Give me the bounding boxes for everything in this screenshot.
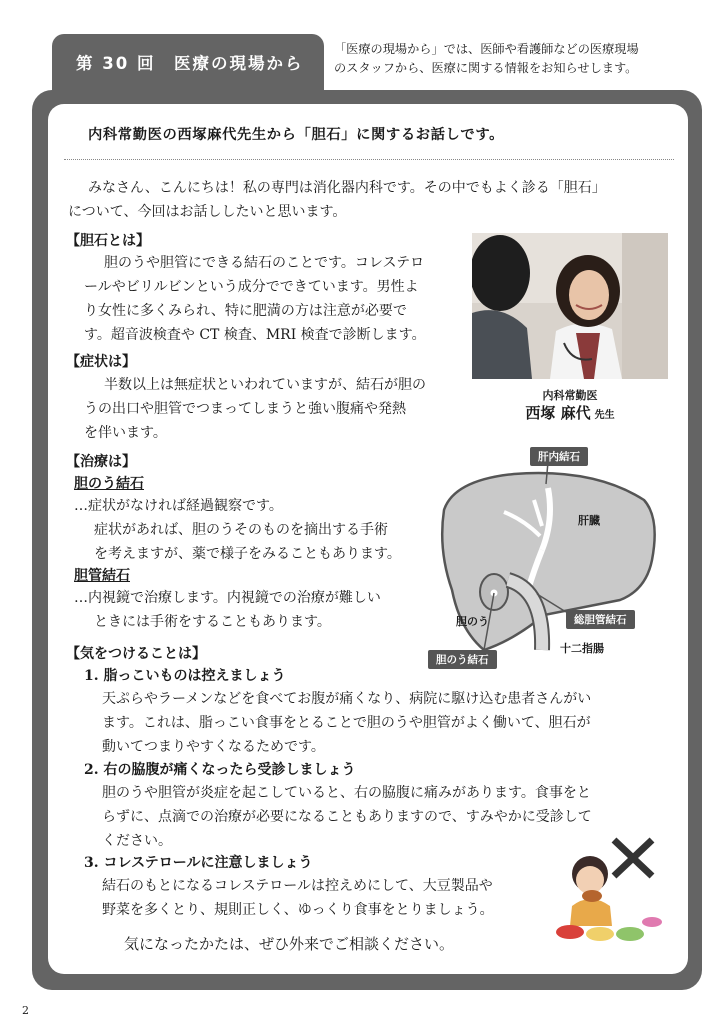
page-number: 2 (22, 1004, 29, 1017)
label-gallbladder: 胆のう (456, 615, 489, 628)
what-line-4: す。超音波検査や CT 検査、MRI 検査で診断します。 (84, 327, 426, 343)
item2-line-1: 胆のうや胆管が炎症を起こしていると、右の脇腹に痛みがあります。食事をと (102, 785, 591, 801)
heading-caution: 【気をつけることは】 (66, 646, 206, 662)
gallstone-diagram (424, 440, 664, 672)
item1-line-2: ます。これは、脂っこい食事をとることで胆のうや胆管がよく働いて、胆石が (102, 715, 591, 731)
caution-item2-title: 2. 右の脇腹が痛くなったら受診しましょう (84, 762, 356, 778)
item3-line-2: 野菜を多くとり、規則正しく、ゆっくり食事をとりましょう。 (102, 902, 494, 918)
gb-line-1: …症状がなければ経過観察です。 (74, 498, 283, 514)
item1-line-3: 動いてつまりやすくなるためです。 (102, 739, 325, 755)
gb-line-2: 症状があれば、胆のうそのものを摘出する手術 (94, 522, 388, 538)
label-liver: 肝臓 (578, 514, 600, 527)
symptom-line-3: を伴います。 (84, 425, 167, 441)
symptom-line-1: 半数以上は無症状といわれていますが、結石が胆の (104, 377, 426, 393)
caution-item1-title: 1. 脂っこいものは控えましょう (84, 668, 286, 684)
series-title: 第 30 回 医療の現場から (76, 54, 304, 73)
overeating-illustration (552, 836, 670, 948)
doctor-title: 内科常勤医 (542, 389, 598, 402)
greeting-line-1: みなさん、こんにちは！私の専門は消化器内科です。その中でもよく診る「胆石」 (88, 180, 606, 196)
bile-duct-stone-title: 胆管結石 (74, 568, 130, 584)
label-duodenum: 十二指腸 (560, 642, 604, 655)
symptom-line-2: うの出口や胆管でつまってしまうと強い腹痛や発熱 (84, 401, 406, 417)
greeting-line-2: について、今回はお話ししたいと思います。 (68, 204, 347, 220)
what-line-3: り女性に多くみられ、特に肥満の方は注意が必要で (84, 303, 407, 319)
closing-message: 気になったかたは、ぜひ外来でご相談ください。 (124, 935, 455, 953)
item2-line-2: らずに、点滴での治療が必要になることもありますので、すみやかに受診して (102, 809, 592, 825)
gb-line-3: を考えますが、薬で様子をみることもあります。 (94, 546, 401, 562)
item3-line-1: 結石のもとになるコレステロールは控えめにして、大豆製品や (102, 878, 493, 894)
item1-line-1: 天ぷらやラーメンなどを食べてお腹が痛くなり、病院に駆け込む患者さんがい (102, 691, 592, 707)
bd-line-2: ときには手術をすることもあります。 (94, 614, 331, 630)
what-line-2: ールやビリルビンという成分でできています。男性よ (84, 279, 419, 295)
dotted-divider (64, 159, 674, 160)
what-line-1: 胆のうや胆管にできる結石のことです。コレステロ (104, 255, 425, 271)
heading-treatment: 【治療は】 (66, 454, 136, 470)
article-headline: 内科常勤医の西塚麻代先生から「胆石」に関するお話しです。 (88, 127, 504, 143)
label-intrahepatic-stone: 肝内結石 (530, 447, 588, 466)
heading-what: 【胆石とは】 (66, 233, 150, 249)
heading-symptoms: 【症状は】 (66, 354, 136, 370)
doctor-name: 西塚 麻代 先生 (525, 404, 615, 422)
label-common-bile-duct-stone: 総胆管結石 (566, 610, 635, 629)
bd-line-1: …内視鏡で治療します。内視鏡での治療が難しい (74, 590, 381, 606)
gallbladder-stone-title: 胆のう結石 (74, 476, 144, 492)
item2-line-3: ください。 (102, 833, 172, 849)
caution-item3-title: 3. コレステロールに注意しましょう (84, 855, 313, 871)
doctor-photo (472, 233, 668, 379)
label-gallbladder-stone: 胆のう結石 (428, 650, 497, 669)
series-description: 「医療の現場から」では、医師や看護師などの医療現場 のスタッフから、医療に関する情報をお知らせします。 (334, 42, 639, 75)
